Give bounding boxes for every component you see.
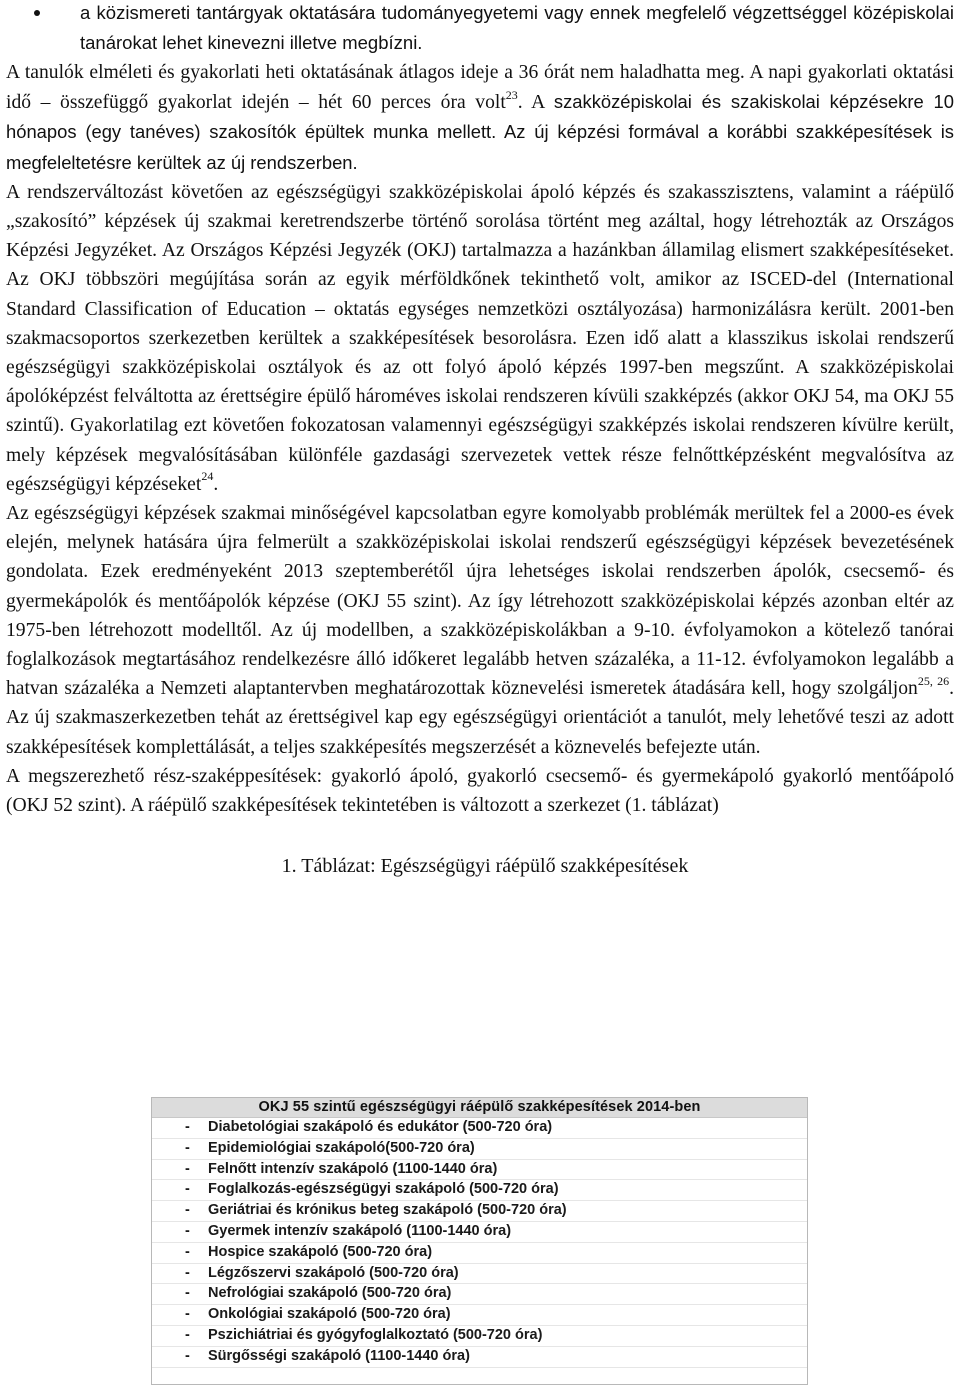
row-dash: - [185, 1119, 190, 1135]
qualification-table-image [151, 1097, 808, 1385]
table-row [152, 1118, 807, 1139]
row-text: Foglalkozás-egészségügyi szakápoló (500-720 óra) [208, 1181, 559, 1198]
table-row [152, 1139, 807, 1160]
row-dash: - [185, 1306, 190, 1323]
footnote-ref-24[interactable]: 24 [201, 469, 214, 484]
table-row [152, 1222, 807, 1243]
paragraph-3-text-b: . Az új szakmaszerkezetben tehát az érettségivel kap egy egészségügyi orientációt a tanulót, mely lehetővé teszi az adott szakképesítések komplettálását, a teljes szakképesítés megszerzését a köznevelés befejezte után. [6, 678, 955, 758]
table-row [152, 1243, 807, 1264]
row-dash: - [185, 1326, 190, 1343]
row-dash: - [185, 1139, 190, 1156]
paragraph-1-text-b: . A [517, 92, 545, 114]
row-text: Felnőtt intenzív szakápoló (1100-1440 óra) [208, 1160, 498, 1177]
table-caption: 1. Táblázat: Egészségügyi ráépülő szakképesítések [281, 855, 689, 878]
footnote-ref-23[interactable]: 23 [505, 87, 518, 102]
row-text: Pszichiátriai és gyógyfoglalkoztató (500-720 óra) [208, 1326, 543, 1343]
row-dash: - [185, 1243, 190, 1260]
table-row [152, 1284, 807, 1305]
paragraph-3 [6, 499, 954, 762]
row-text: Epidemiológiai szakápoló(500-720 óra) [208, 1139, 475, 1156]
row-text: Gyermek intenzív szakápoló (1100-1440 óra) [208, 1222, 512, 1239]
row-text: Sürgősségi szakápoló (1100-1440 óra) [208, 1347, 470, 1364]
row-dash: - [185, 1181, 190, 1198]
bullet-dot-icon [34, 10, 40, 16]
table-list [152, 1118, 807, 1368]
paragraph-1-text-c: szakközépiskolai és szakiskolai képzésekre 10 hónapos (egy tanéves) szakosítók épültek munka mellett. Az új képzési formával a korábbi szakképesítések is megfeleltetésre kerültek az új rendszerben. [6, 91, 954, 173]
row-text: Onkológiai szakápoló (500-720 óra) [208, 1306, 451, 1323]
paragraph-2 [6, 178, 954, 499]
row-dash: - [185, 1347, 190, 1364]
table-row [152, 1160, 807, 1181]
paragraph-1 [6, 58, 954, 178]
row-text: Geriátriai és krónikus beteg szakápoló (500-720 óra) [208, 1202, 567, 1219]
paragraph-2-text-b: . [213, 473, 219, 495]
row-text: Légzőszervi szakápoló (500-720 óra) [208, 1264, 459, 1281]
table-row [152, 1180, 807, 1201]
table-row [152, 1326, 807, 1347]
table-row [152, 1347, 807, 1368]
footnote-ref-25-26[interactable]: 25, 26 [917, 673, 950, 688]
table-row [152, 1201, 807, 1222]
row-dash: - [185, 1222, 190, 1239]
table-row [152, 1305, 807, 1326]
row-text: Diabetológiai szakápoló és edukátor (500-720 óra) [208, 1119, 553, 1135]
row-dash: - [185, 1202, 190, 1219]
row-dash: - [185, 1264, 190, 1281]
table-row [152, 1264, 807, 1285]
row-text: Nefrológiai szakápoló (500-720 óra) [208, 1285, 452, 1302]
row-dash: - [185, 1160, 190, 1177]
table-title: OKJ 55 szintű egészségügyi ráépülő szakképesítések 2014-ben [152, 1098, 807, 1118]
paragraph-1-text-a: A tanulók elméleti és gyakorlati heti oktatásának átlagos ideje a 36 órát nem haladhatta meg. A napi gyakorlati oktatási idő – összefüggő gyakorlat idején – hét 60 perces óra volt [6, 62, 954, 114]
row-dash: - [185, 1285, 190, 1302]
bullet-list-item [6, 0, 954, 58]
row-text: Hospice szakápoló (500-720 óra) [208, 1243, 433, 1260]
paragraph-2-text-a: A rendszerváltozást követően az egészségügyi szakközépiskolai ápoló képzés és szakasszisztens, valamint a ráépülő „szakosító” képzések új szakmai keretrendszerbe történő sorolása történt meg azáltal, hogy létrehozták az Országos Képzési Jegyzéket. Az Országos Képzési Jegyzék (OKJ) tartalmazza a hazánkban államilag elismert szakképesítéseket. Az OKJ többszöri megújítása során az egyik mérföldkőnek tekinthető volt, amikor az ISCED-del (International Standard Classification of Education – oktatás egységes nemzetközi osztályozása) harmonizálásra került. 2001-ben szakmacsoportos szerkezetben kerültek a szakképesítések besorolásra. Ezen idő alatt a klasszikus iskolai rendszerű egészségügyi szakközépiskolai osztályok és az ott folyó ápoló képzés 1997-ben megszűnt. A szakközépiskolai ápolóképzést felváltotta az érettségire épülő hároméves iskolai rendszeren kívüli szakképzés (akkor OKJ 54, ma OKJ 55 szintű). Gyakorlatilag ezt követően fokozatosan valamennyi egészségügyi szakképzés iskolai rendszeren kívülre került, mely képzések megvalósításában különféle gazdasági szervezetek vettek része felnőttképzésként megvalósítva az egészségügyi képzéseket [6, 181, 954, 495]
bullet-text: a közismereti tantárgyak oktatására tudományegyetemi vagy ennek megfelelő végzettséggel középiskolai tanárokat lehet kinevezni illetve megbízni. [80, 2, 954, 53]
paragraph-4: A megszerezhető rész-szaképpesítések: gyakorló ápoló, gyakorló csecsemő- és gyermekápoló gyakorló mentőápoló (OKJ 52 szint). A ráépülő szakképesítések tekintetében is változott a szerkezet (1. táblázat) [6, 765, 954, 817]
paragraph-3-text-a: Az egészségügyi képzések szakmai minőségével kapcsolatban egyre komolyabb problémák merültek fel a 2000-es évek elején, melynek hatására újra felmerült a szakközépiskolai iskolai rendszerű egészségügyi képzések bevezetésének gondolata. Ezek eredményeként 2013 szeptemberétől újra lehetséges iskolai rendszerben ápolók, csecsemő- és gyermekápolók és mentőápolók képzése (OKJ 55 szint). Az így létrehozott szakközépiskolai képzés azonban eltér az 1975-ben létrehozott modelltől. Az új modellben, a szakközépiskolákban a 9-10. évfolyamokon a kötelező tanórai foglalkozások megtartásához rendelkezésre álló időkeret legalább hetven százaléka, a 11-12. évfolyamokon legalább a hatvan százaléka a Nemzeti alaptantervben meghatározottak köznevelési ismeretek átadására kell, hogy szolgáljon [6, 503, 954, 700]
